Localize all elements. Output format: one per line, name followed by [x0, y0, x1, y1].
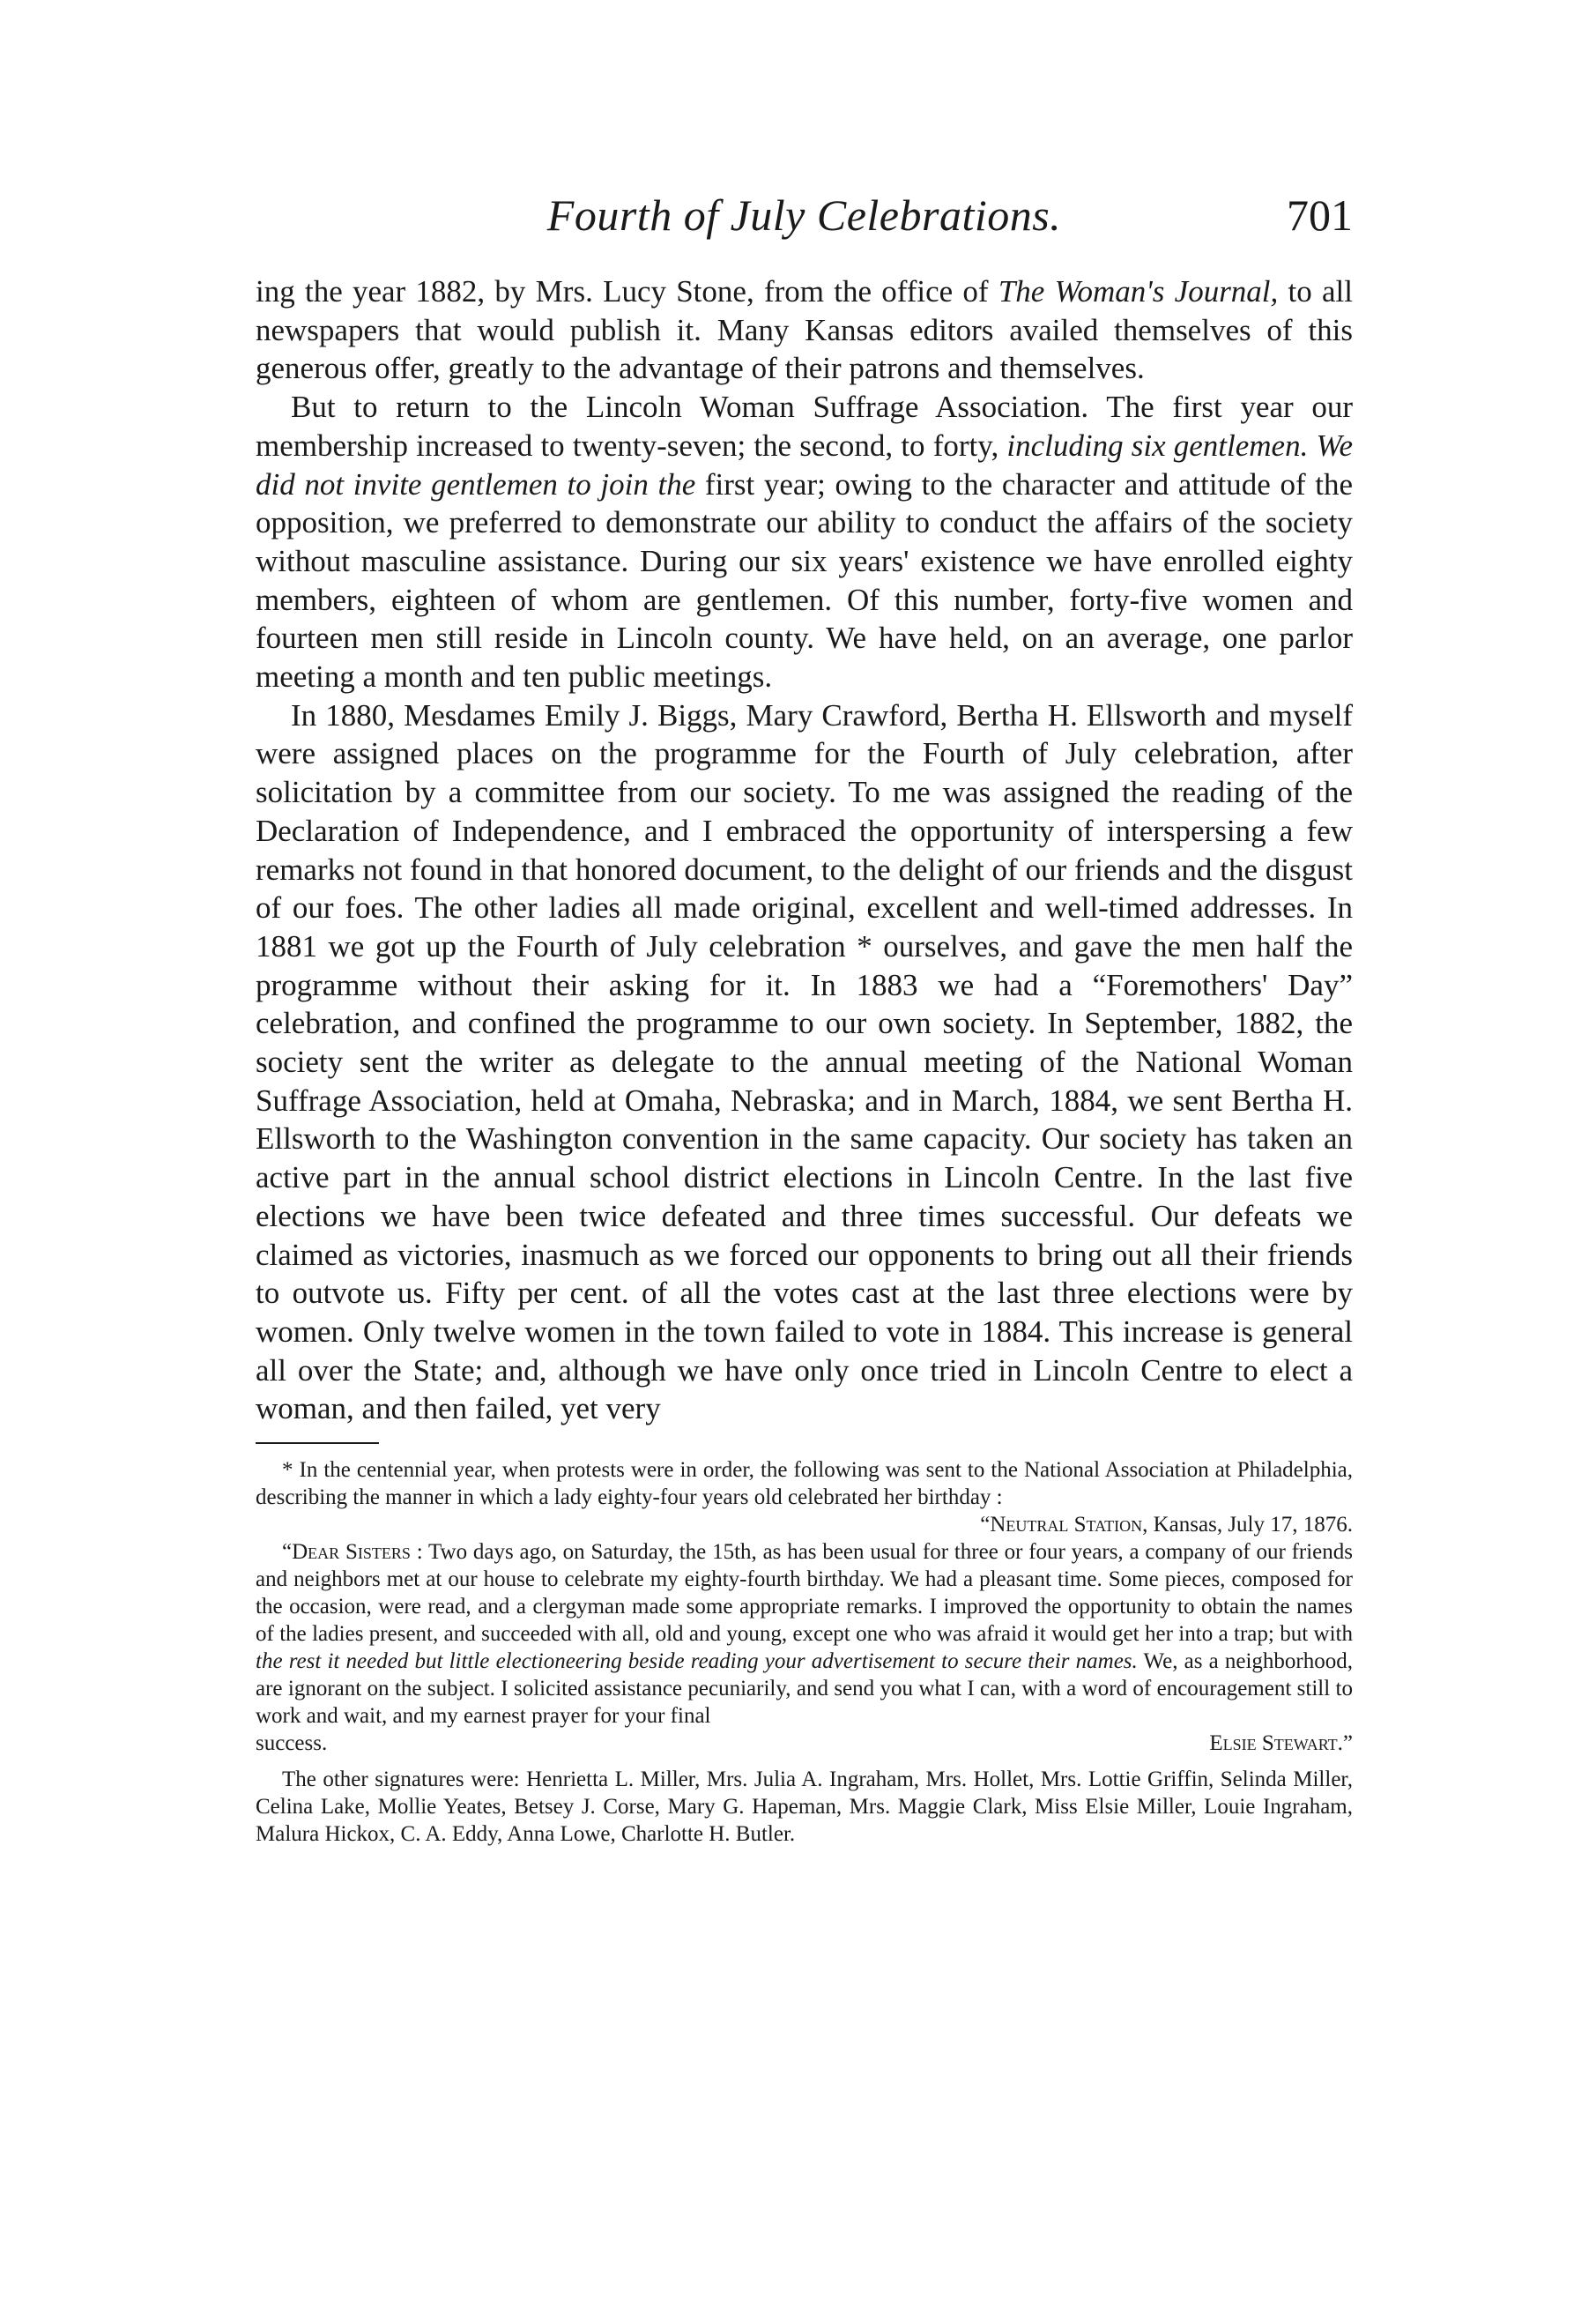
- journal-title: The Woman's Journal,: [998, 274, 1279, 309]
- footnote-rule: [256, 1442, 379, 1444]
- footnote-dateline: “Neutral Station, Kansas, July 17, 1876.: [980, 1513, 1353, 1537]
- running-title: Fourth of July Celebrations.: [546, 190, 1062, 240]
- footnote-other-signatures: The other signatures were: Henrietta L. Miller, Mrs. Julia A. Ingraham, Mrs. Hollet, Mrs. Lottie Griffin, Selinda Miller, Celina Lake, Mollie Yeates, Betsey J. Corse, Mary G. Hapeman, Mrs. Maggie Clark, Miss Elsie Miller, Louie Ingraham, Malura Hickox, C. A. Eddy, Anna Lowe, Charlotte H. Butler.: [256, 1767, 1353, 1847]
- letter-signature: Elsie Stewart.”: [1209, 1731, 1353, 1756]
- footnote-intro: * In the centennial year, when protests were in order, the following was sent to the National Association at Philadelphia, describing the manner in which a lady eighty-four years old celebrated her birthday :: [256, 1458, 1353, 1510]
- book-page: [256, 190, 1353, 1848]
- footnote-letter: “Dear Sisters : Two days ago, on Saturday, the 15th, as has been usual for three or four years, a company of our friends and neighbors met at our house to celebrate my eighty-fourth birthday. We had a pleasant time. Some pieces, composed for the occasion, were read, and a clergyman made some appropriate remarks. I improved the opportunity to obtain the names of the ladies present, and succeeded with all, old and young, except one who was afraid it would get her into a trap; but with the rest it needed but little electioneering beside reading your advertisement to secure their names. We, as a neighborhood, are ignorant on the subject. I solicited assistance pecuniarily, and send you what I can, with a word of encouragement still to work and wait, and my earnest prayer for your final: [256, 1540, 1353, 1729]
- body-text: [256, 272, 1353, 1428]
- paragraph-3: In 1880, Mesdames Emily J. Biggs, Mary Crawford, Bertha H. Ellsworth and myself were assigned places on the programme for the Fourth of July celebration, after solicitation by a committee from our society. To me was assigned the reading of the Declaration of Independence, and I embraced the opportunity of interspersing a few remarks not found in that honored document, to the delight of our friends and the disgust of our foes. The other ladies all made original, excellent and well-timed addresses. In 1881 we got up the Fourth of July celebration * ourselves, and gave the men half the programme without their asking for it. In 1883 we had a “Foremothers' Day” celebration, and confined the programme to our own society. In September, 1882, the society sent the writer as delegate to the annual meeting of the National Woman Suffrage Association, held at Omaha, Nebraska; and in March, 1884, we sent Bertha H. Ellsworth to the Washington convention in the same capacity. Our society has taken an active part in the annual school district elections in Lincoln Centre. In the last five elections we have been twice defeated and three times successful. Our defeats we claimed as victories, inasmuch as we forced our opponents to bring out all their friends to outvote us. Fifty per cent. of all the votes cast at the last three elections were by women. Only twelve women in the town failed to vote in 1884. This increase is general all over the State; and, although we have only once tried in Lincoln Centre to elect a woman, and then failed, yet very: [256, 697, 1353, 1426]
- page-header: [256, 190, 1353, 251]
- paragraph-1: ing the year 1882, by Mrs. Lucy Stone, from the office of The Woman's Journal, to all newspapers that would publish it. Many Kansas editors availed themselves of this generous offer, greatly to the advantage of their patrons and themselves.: [256, 274, 1353, 386]
- paragraph-2: But to return to the Lincoln Woman Suffrage Association. The first year our membership increased to twenty-seven; the second, to forty, including six gentlemen. We did not invite gentlemen to join the first year; owing to the character and attitude of the opposition, we preferred to demonstrate our ability to conduct the affairs of the society without masculine assistance. During our six years' existence we have enrolled eighty members, eighteen of whom are gentlemen. Of this number, forty-five women and fourteen men still reside in Lincoln county. We have held, on an average, one parlor meeting a month and ten public meetings.: [256, 390, 1354, 695]
- footnotes: [256, 1456, 1353, 1848]
- footnote-signature-row: success. Elsie Stewart.”: [256, 1731, 1353, 1756]
- page-number: 701: [1287, 190, 1353, 240]
